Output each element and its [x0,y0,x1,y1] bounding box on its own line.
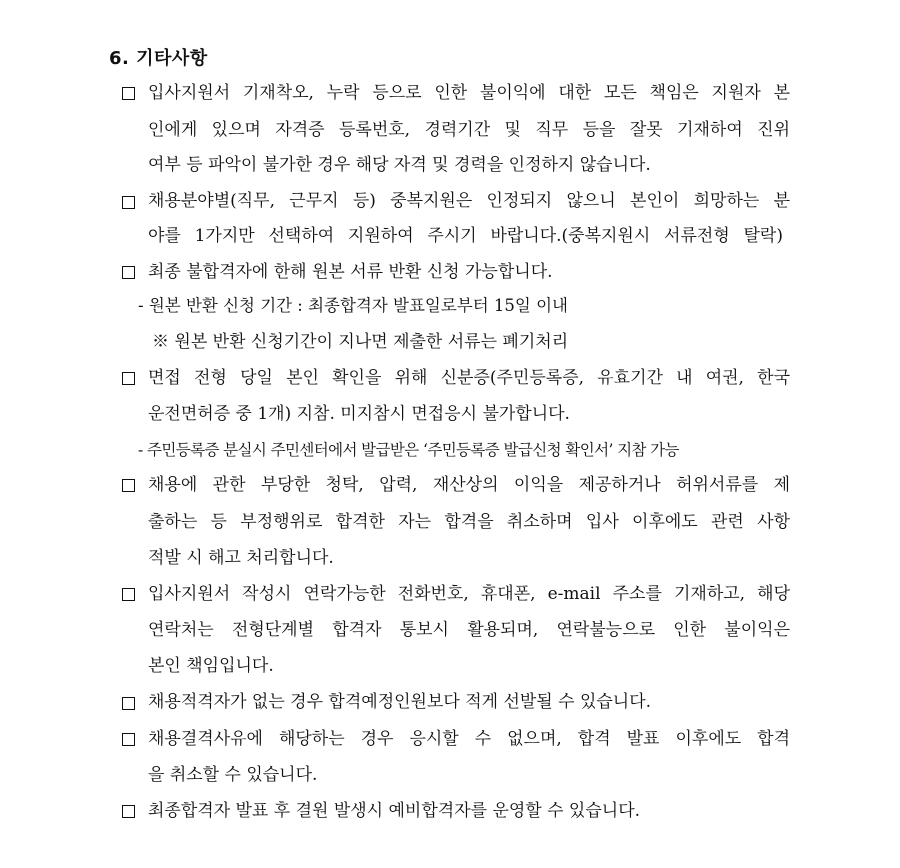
item-1-line-2: 인에게 있으며 자격증 등록번호, 경력기간 및 직무 등을 잘못 기재하여 진위 [148,120,790,140]
item-6-line-2: 연락처는 전형단계별 합격자 통보시 활용되며, 연락불능으로 인한 불이익은 [148,620,790,640]
item-2-line-2: 야를 1가지만 선택하여 지원하여 주시기 바랍니다.(중복지원시 서류전형 탈락) [148,226,783,246]
item-1-line-3: 여부 등 파악이 불가한 경우 해당 자격 및 경력을 인정하지 않습니다. [148,155,651,175]
item-5-line-2: 출하는 등 부정행위로 합격한 자는 합격을 취소하며 입사 이후에도 관련 사항 [148,512,790,532]
item-6-line-1: 입사지원서 작성시 연락가능한 전화번호, 휴대폰, e-mail 주소를 기재하고, 해당 [148,584,790,604]
item-6-line-3: 본인 책임입니다. [148,656,274,676]
item-3-sub-1: - 원본 반환 신청 기간 : 최종합격자 발표일로부터 15일 이내 [138,296,568,315]
item-5-line-3: 적발 시 해고 처리합니다. [148,548,334,568]
item-7-line-1: 채용적격자가 없는 경우 합격예정인원보다 적게 선발될 수 있습니다. [148,692,652,712]
item-2-line-1: 채용분야별(직무, 근무지 등) 중복지원은 인정되지 않으니 본인이 희망하는 분 [148,191,790,211]
checkbox-icon [122,266,135,279]
item-9-line-1: 최종합격자 발표 후 결원 발생시 예비합격자를 운영할 수 있습니다. [148,801,641,821]
item-4-sub-1: - 주민등록증 분실시 주민센터에서 발급받은 ‘주민등록증 발급신청 확인서’ 지참 가능 [138,441,679,459]
checkbox-icon [122,733,135,746]
checkbox-icon [122,87,135,100]
item-8-line-2: 을 취소할 수 있습니다. [148,765,318,785]
section-title: 6. 기타사항 [109,48,208,69]
item-4-line-1: 면접 전형 당일 본인 확인을 위해 신분증(주민등록증, 유효기간 내 여권, 한국 [148,368,790,388]
checkbox-icon [122,697,135,710]
item-5-line-1: 채용에 관한 부당한 청탁, 압력, 재산상의 이익을 제공하거나 허위서류를 제 [148,475,790,495]
item-3-sub-2: ※ 원본 반환 신청기간이 지나면 제출한 서류는 폐기처리 [152,332,569,352]
checkbox-icon [122,588,135,601]
checkbox-icon [122,196,135,209]
item-8-line-1: 채용결격사유에 해당하는 경우 응시할 수 없으며, 합격 발표 이후에도 합격 [148,729,790,749]
item-3-line-1: 최종 불합격자에 한해 원본 서류 반환 신청 가능합니다. [148,262,553,282]
checkbox-icon [122,805,135,818]
checkbox-icon [122,479,135,492]
checkbox-icon [122,372,135,385]
item-1-line-1: 입사지원서 기재착오, 누락 등으로 인한 불이익에 대한 모든 책임은 지원자 본 [148,83,790,103]
item-4-line-2: 운전면허증 중 1개) 지참. 미지참시 면접응시 불가합니다. [148,404,570,424]
